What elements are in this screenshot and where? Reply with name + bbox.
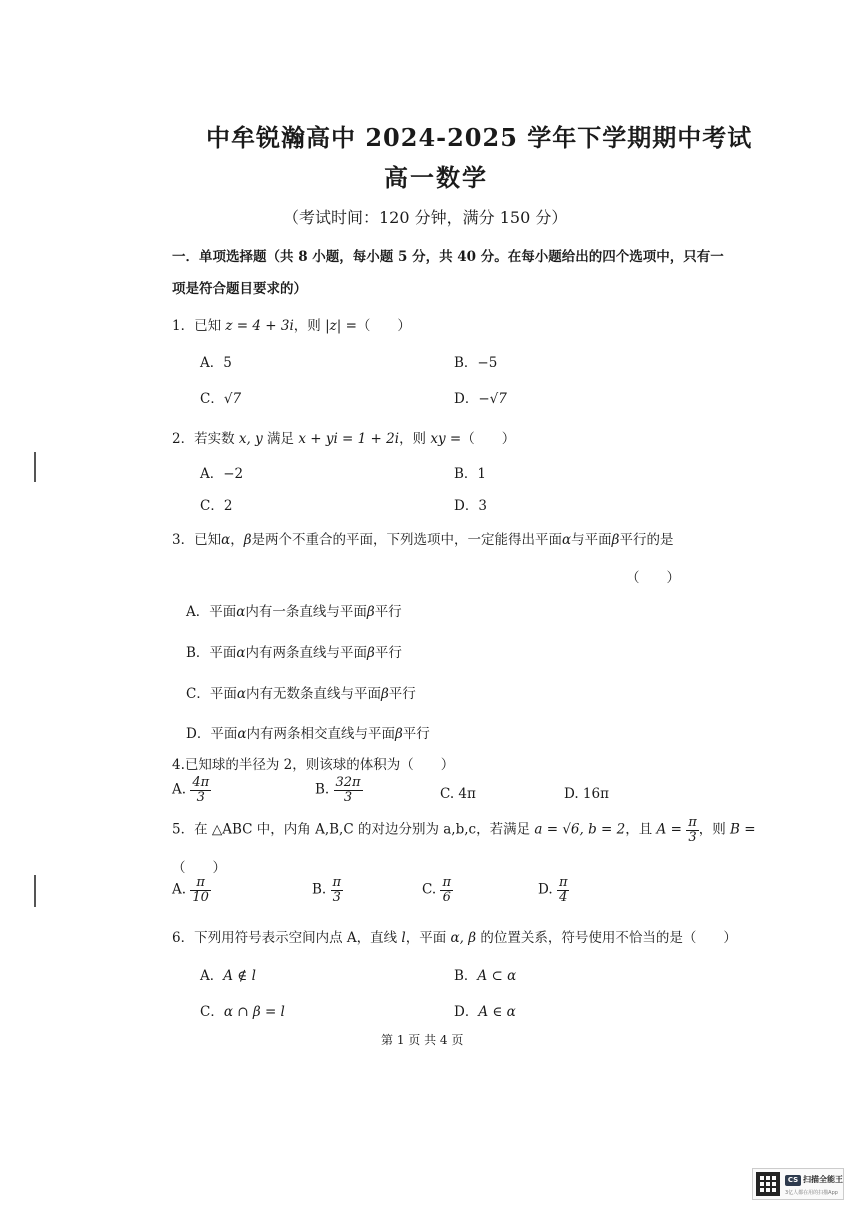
q1-option-c-value: √7 <box>223 391 242 407</box>
q4-option-a-fraction <box>190 776 211 804</box>
q5-option-b-label: B. <box>312 881 327 898</box>
q3-option-a-mid: 内有一条直线与平面 <box>245 604 367 620</box>
q3-rest: 是两个不重合的平面，下列选项中，一定能得出平面 <box>251 532 563 548</box>
q2-suffix: =（ ） <box>445 431 516 447</box>
q3-option-a-beta: β <box>366 604 375 620</box>
q2-option-b: B．1 <box>454 466 487 482</box>
q6-option-b-value: A ⊂ α <box>477 968 517 984</box>
q5-option-b-num: π <box>332 875 342 890</box>
q6-option-d-value: A ∈ α <box>478 1004 516 1020</box>
section-heading-cont: 项是符合题目要求的） <box>172 281 307 297</box>
q6-option-a-value: A ∉ l <box>223 968 256 984</box>
q6-line: l <box>401 930 406 946</box>
q1-prefix: 1．已知 <box>172 318 226 334</box>
q4-option-b-label: B. <box>315 781 330 798</box>
q3-option-a-post: 平行 <box>374 604 402 620</box>
q5-option-b <box>312 876 343 904</box>
q3-option-c-alpha: α <box>236 686 246 702</box>
q5-answer-paren: （ ） <box>172 860 226 876</box>
q3-option-d <box>186 722 430 742</box>
q6-option-a <box>200 964 256 984</box>
q4-option-a-label: A. <box>172 781 187 798</box>
q5-option-c <box>422 876 453 904</box>
q5-option-d <box>538 876 569 904</box>
scanner-tagline: 3亿人都在用的扫描App <box>785 1190 838 1196</box>
exam-info: （考试时间：120 分钟，满分 150 分） <box>283 208 568 227</box>
q5-option-d-num: π <box>558 875 568 890</box>
q6-option-c-label: C． <box>200 1004 224 1020</box>
q6-suffix: 的位置关系，符号使用不恰当的是（ ） <box>476 930 737 946</box>
q2-product: xy <box>430 431 446 447</box>
q6-option-b-label: B． <box>454 968 478 984</box>
q5-option-c-label: C. <box>422 881 437 898</box>
q5-a-eq: A = <box>656 821 682 838</box>
q6-planes: α, β <box>450 930 477 946</box>
exam-title: 中牟锐瀚高中 2024-2025 学年下学期期中考试 <box>206 123 753 152</box>
q5-a-num: π <box>688 815 697 830</box>
q4-option-b-den: 3 <box>343 789 353 805</box>
q3-answer-paren: （ ） <box>626 570 680 586</box>
q2-option-c: C．2 <box>200 498 233 514</box>
q3-beta-2: β <box>611 532 620 548</box>
q3-option-b-beta: β <box>367 645 375 661</box>
q5-option-d-den: 4 <box>559 889 568 905</box>
q3-alpha-2: α <box>562 532 572 548</box>
q6-option-b <box>454 964 516 984</box>
q1-modulus: |z| <box>325 318 342 334</box>
q1-suffix: =（ ） <box>341 318 411 334</box>
q5-a-fraction <box>686 816 699 844</box>
q3-option-b-alpha: α <box>236 645 246 661</box>
q2-option-d: D．3 <box>454 498 487 514</box>
q2-vars: x, y <box>238 431 263 447</box>
q3-option-b-mid: 内有两条直线与平面 <box>245 645 368 661</box>
q5-option-a <box>172 876 211 904</box>
q5-mid: ，且 <box>625 821 657 838</box>
scan-mark <box>34 452 36 482</box>
q3-option-b <box>186 641 402 661</box>
q4-option-d: D. 16π <box>564 786 609 802</box>
q5-option-a-den: 10 <box>192 889 209 905</box>
q1-option-d-label: D． <box>454 391 479 407</box>
q3-alpha: α <box>221 532 231 548</box>
q3-option-a-alpha: α <box>236 604 246 620</box>
q4-option-a-den: 3 <box>196 789 205 805</box>
q5-suffix: ，则 <box>698 821 731 838</box>
q3-option-d-alpha: α <box>237 726 247 742</box>
q5-option-a-fraction <box>190 876 211 904</box>
q3-option-d-pre: D．平面 <box>186 726 238 742</box>
section-heading: 一．单项选择题（共 8 小题，每小题 5 分，共 40 分。在每小题给出的四个选项中，只有一 <box>172 249 724 265</box>
q3-rest3: 平行的是 <box>619 532 674 548</box>
q5-option-a-label: A. <box>172 881 187 898</box>
q1-expr: z = 4 + 3i <box>225 318 294 334</box>
q1-option-b: B．−5 <box>454 355 498 371</box>
question-2 <box>172 427 515 447</box>
q1-option-a: A．5 <box>200 355 232 371</box>
q3-prefix: 3．已知 <box>172 532 222 548</box>
q6-option-d <box>454 1000 516 1020</box>
q3-option-c-mid: 内有无数条直线与平面 <box>245 686 381 702</box>
q3-option-d-post: 平行 <box>402 726 430 742</box>
q2-prefix: 2．若实数 <box>172 431 239 447</box>
question-3 <box>172 528 673 548</box>
q6-prefix: 6．下列用符号表示空间内点 A，直线 <box>172 930 402 946</box>
q3-option-a <box>186 600 402 620</box>
q3-option-d-beta: β <box>394 726 403 742</box>
q4-option-b <box>315 776 363 804</box>
q4-option-a <box>172 776 211 804</box>
q5-prefix: 5．在 △ABC 中，内角 A,B,C 的对边分别为 a,b,c，若满足 <box>172 821 535 838</box>
scanner-badge <box>752 1168 844 1200</box>
q4-option-b-num: 32π <box>335 775 361 790</box>
q5-option-c-fraction <box>440 876 453 904</box>
q1-option-d <box>454 387 507 407</box>
q2-option-a: A．−2 <box>200 466 244 482</box>
q1-option-c-label: C． <box>200 391 224 407</box>
q2-mid2: ，则 <box>399 431 431 447</box>
q5-option-c-num: π <box>442 875 451 890</box>
q6-option-c <box>200 1000 285 1020</box>
q5-a-den: 3 <box>688 829 697 845</box>
q3-option-c-beta: β <box>380 686 389 702</box>
q5-option-b-fraction <box>331 876 344 904</box>
page-footer: 第 1 页 共 4 页 <box>381 1033 464 1047</box>
scan-mark <box>34 875 36 907</box>
q3-option-b-pre: B．平面 <box>186 645 237 661</box>
question-4: 4.已知球的半径为 2，则该球的体积为（ ） <box>172 757 455 773</box>
q6-option-c-value: α ∩ β = l <box>223 1004 285 1020</box>
q6-option-d-label: D． <box>454 1004 479 1020</box>
q3-beta: β <box>243 532 252 548</box>
q3-rest2: 与平面 <box>571 532 612 548</box>
q3-option-c-post: 平行 <box>388 686 416 702</box>
q3-option-b-post: 平行 <box>374 645 402 661</box>
q4-option-c: C. 4π <box>440 786 476 802</box>
q5-option-b-den: 3 <box>332 889 341 905</box>
q1-mid: ，则 <box>293 318 326 334</box>
q1-option-c <box>200 387 241 407</box>
q5-condition: a = √6, b = 2 <box>534 821 626 838</box>
qr-code-icon <box>756 1172 780 1196</box>
q5-option-c-den: 6 <box>442 889 451 905</box>
q2-mid: 满足 <box>262 431 299 447</box>
question-6 <box>172 926 737 946</box>
q5-option-d-fraction <box>557 876 570 904</box>
q4-option-b-fraction <box>334 776 363 804</box>
q3-option-c <box>186 682 416 702</box>
q6-option-a-label: A． <box>200 968 224 984</box>
question-5 <box>172 816 756 844</box>
camscanner-logo-icon: CS <box>785 1175 801 1186</box>
q4-option-a-num: 4π <box>192 775 210 790</box>
q3-option-c-pre: C．平面 <box>186 686 237 702</box>
exam-subtitle: 高一数学 <box>384 163 488 192</box>
q5-option-d-label: D. <box>538 881 553 898</box>
q2-expr: x + yi = 1 + 2i <box>298 431 400 447</box>
question-1 <box>172 314 411 334</box>
q5-b-eq: B = <box>730 821 756 838</box>
q3-option-d-mid: 内有两条相交直线与平面 <box>246 726 395 742</box>
q3-option-a-pre: A．平面 <box>186 604 237 620</box>
q3-sep: ， <box>230 532 244 548</box>
scanner-brand: 扫描全能王 <box>803 1175 843 1184</box>
q6-mid: ，平面 <box>405 930 451 946</box>
q5-option-a-num: π <box>190 876 211 891</box>
q1-option-d-value: −√7 <box>478 391 507 407</box>
